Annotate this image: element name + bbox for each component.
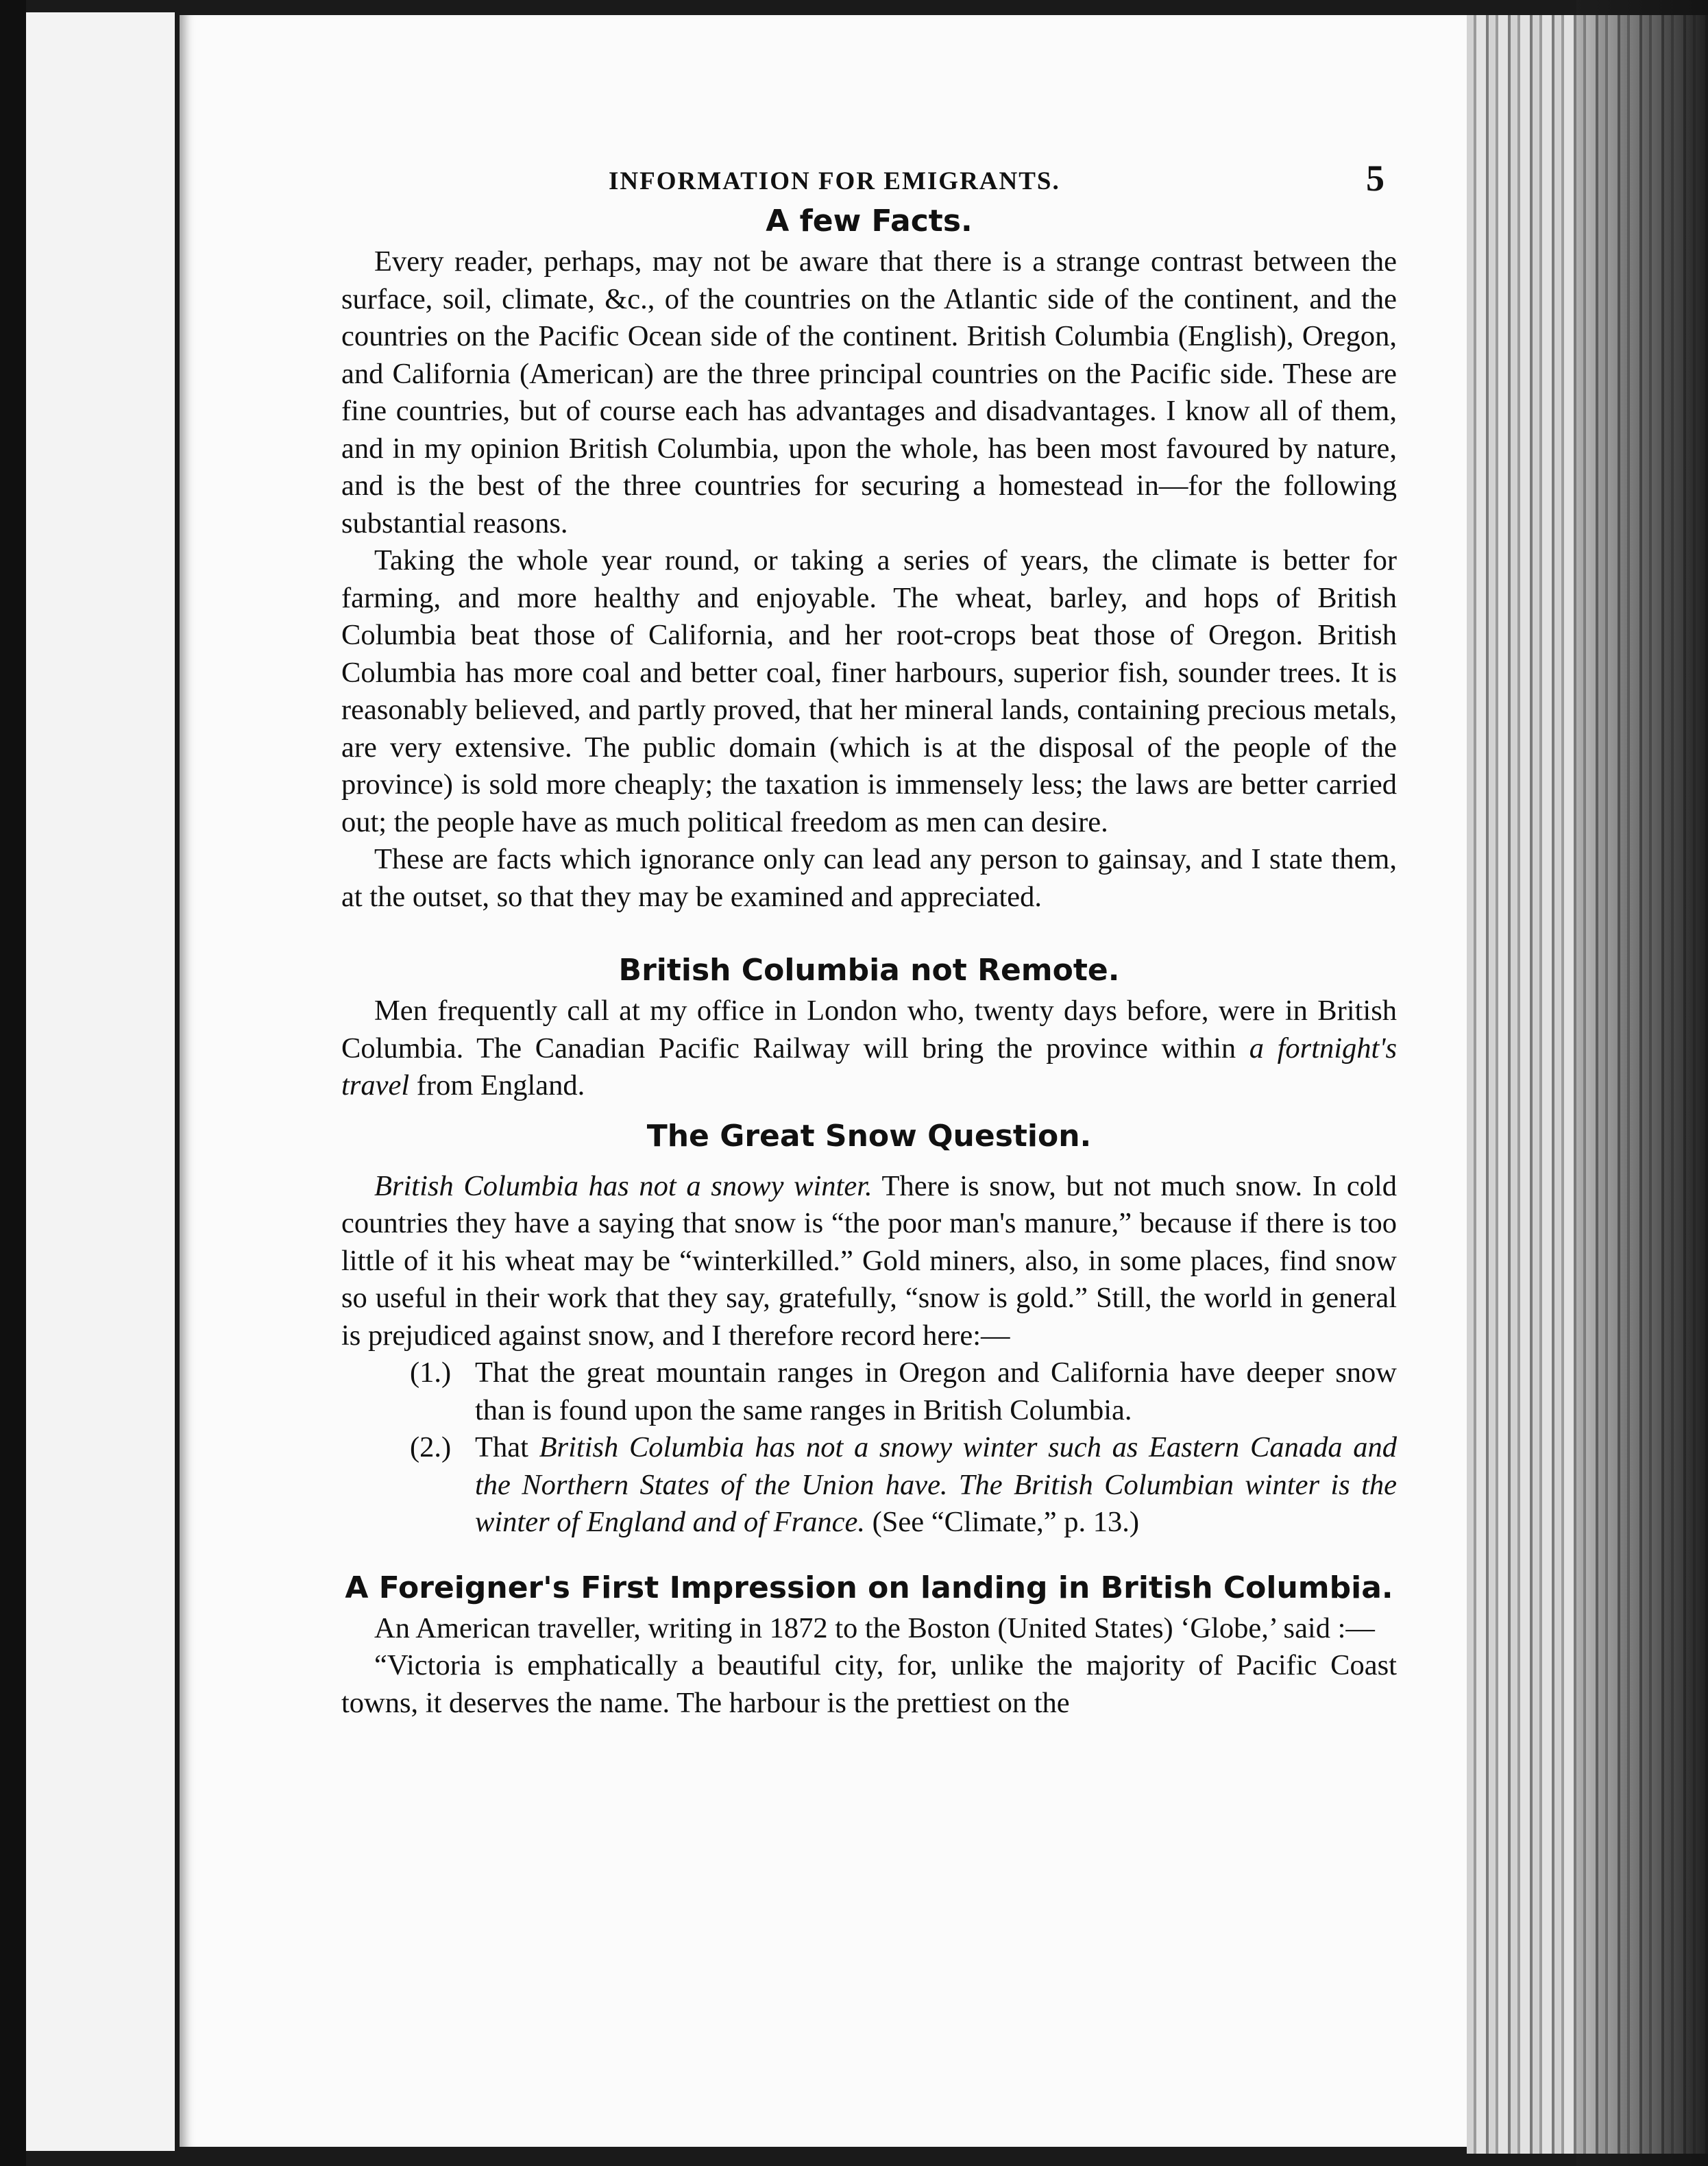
text-run: Men frequently call at my office in London who, twenty days before, were in British Columbia. The Canadian Pacific Railway will bring the province within: [341, 995, 1397, 1064]
text-run: from England.: [409, 1069, 585, 1102]
paragraph: “Victoria is emphatically a beautiful city, for, unlike the majority of Pacific Coast towns, it deserves the name. The harbour is the prettiest on the: [341, 1649, 1397, 1719]
text-run: There is snow, but not much snow. In cold countries they have a saying that snow is “the poor man's manure,” because if there is too little of it his wheat may be “winterkilled.” Gold miners, also, in some places, find snow so useful in their work that they say, gratefully, “snow is gold.” Still, the world in general is prejudiced against snow, and I therefore record here:—: [341, 1169, 1397, 1352]
left-page-fragment: [0, 12, 175, 2151]
list-text: That the great mountain ranges in Oregon and California have deeper snow than is found upon the same ranges in British Columbia.: [475, 1356, 1397, 1426]
paragraph: Taking the whole year round, or taking a series of years, the climate is better for farming, and more healthy and enjoyable. The wheat, barley, and hops of British Columbia beat those of California, and her root-crops beat those of Oregon. British Columbia has more coal and better coal, finer harbours, superior fish, sounder trees. It is reasonably believed, and partly proved, that her mineral lands, containing precious metals, are very extensive. The public domain (which is at the disposal of the people of the province) is sold more cheaply; the taxation is immensely less; the laws are better carried out; the people have as much political freedom as men can desire.: [341, 544, 1397, 838]
text-run: (See “Climate,” p. 13.): [864, 1506, 1140, 1538]
italic-text: a fortnight's travel: [341, 1032, 1397, 1102]
paragraph: An American traveller, writing in 1872 to the Boston (United States) ‘Globe,’ said :—: [374, 1611, 1375, 1644]
italic-text: British Columbia has not a snowy winter such as Eastern Canada and the Northern States of the Union have. The British Columbian winter is the winter of England and of France.: [475, 1431, 1397, 1538]
section-heading-few-facts: A few Facts.: [766, 204, 973, 239]
paragraph: [341, 1168, 1397, 1355]
page-number: 5: [1366, 158, 1384, 199]
section-heading-not-remote: British Columbia not Remote.: [618, 953, 1120, 988]
left-scan-edge: [0, 0, 26, 2166]
running-title: INFORMATION FOR EMIGRANTS.: [609, 167, 1060, 195]
list-number: (2.): [410, 1431, 452, 1463]
list-item: [410, 1429, 1397, 1542]
section-heading-foreigners-impression: A Foreigner's First Impression on landing in British Columbia.: [345, 1570, 1393, 1605]
running-header: [341, 154, 1397, 202]
list-number: (1.): [410, 1356, 452, 1389]
italic-text: British Columbia has not a snowy winter.: [374, 1169, 873, 1202]
list-item: [410, 1354, 1397, 1429]
paragraph: [341, 993, 1397, 1105]
section-heading-snow-question: The Great Snow Question.: [646, 1118, 1092, 1154]
text-run: That: [475, 1431, 539, 1463]
page-stack-shadow: [1576, 0, 1708, 2166]
paragraph: These are facts which ignorance only can lead any person to gainsay, and I state them, at the outset, so that they may be examined and appreciated.: [341, 843, 1397, 913]
paragraph: Every reader, perhaps, may not be aware that there is a strange contrast between the surface, soil, climate, &c., of the countries on the Atlantic side of the continent, and the countries on the Pacific Ocean side of the continent. British Columbia (English), Oregon, and California (American) are the three principal countries on the Pacific side. These are fine countries, but of course each has advantages and disadvantages. I know all of them, and in my opinion British Columbia, upon the whole, has been most favoured by nature, and is the best of the three countries for securing a homestead in—for the following substantial reasons.: [341, 245, 1397, 539]
page-content: [341, 154, 1397, 1722]
